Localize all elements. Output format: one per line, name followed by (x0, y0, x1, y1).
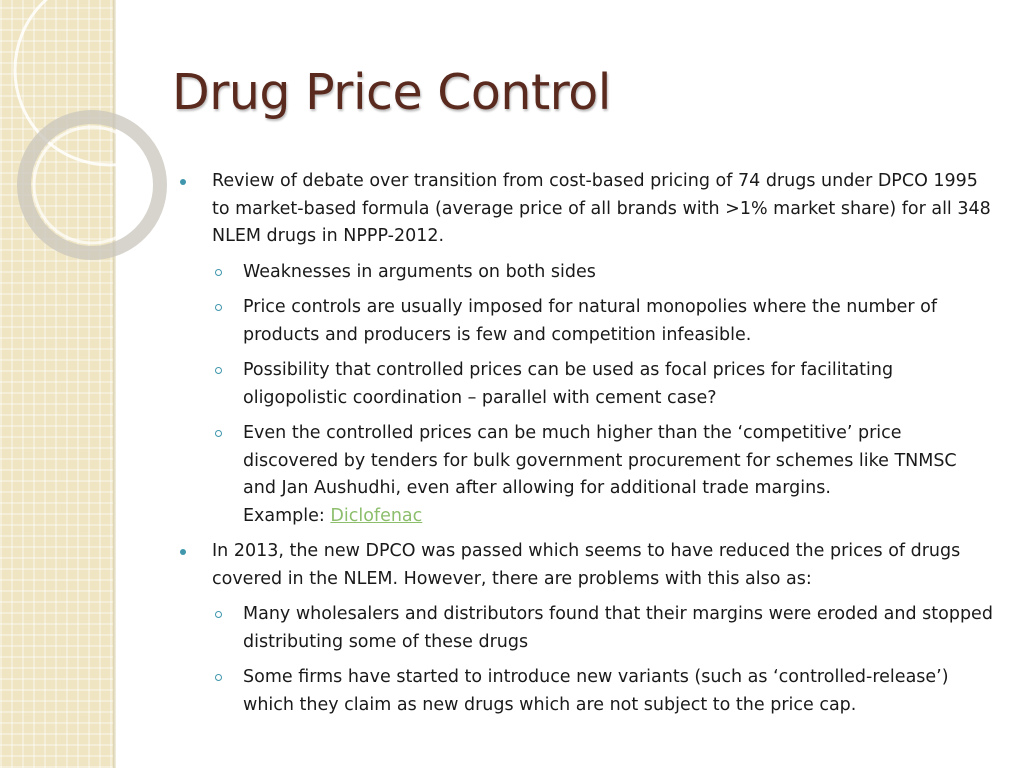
sub-bullet-item (180, 357, 995, 412)
sub-bullet-text: Many wholesalers and distributors found that their margins were eroded and stopped distributing some of these drugs (243, 604, 993, 652)
sub-bullet-text: Possibility that controlled prices can be used as focal prices for facilitating oligopolistic coordination – parallel with cement case? (243, 360, 894, 408)
sub-bullet-text: Weaknesses in arguments on both sides (243, 261, 596, 282)
sub-bullet-ring-icon (215, 674, 222, 681)
sub-bullet-ring-icon (215, 367, 222, 374)
sub-bullet-item (180, 420, 995, 530)
sub-bullet-text: Some firms have started to introduce new variants (such as ‘controlled-release’) which they claim as new drugs which are not subject to the price cap. (243, 667, 949, 715)
bullet-text: In 2013, the new DPCO was passed which seems to have reduced the prices of drugs covered in the NLEM. However, there are problems with this also as: (212, 541, 961, 589)
sub-bullet-ring-icon (215, 304, 222, 311)
decorative-circles (0, 0, 200, 280)
sub-bullet-text: Price controls are usually imposed for natural monopolies where the number of products and producers is few and competition infeasible. (243, 297, 938, 345)
diclofenac-link[interactable]: Diclofenac (330, 505, 423, 526)
sub-bullet-text: Even the controlled prices can be much higher than the ‘competitive’ price discovered by tenders for bulk government procurement for schemes like TNMSC and Jan Aushudhi, even after allowing for additional trade margins. (243, 423, 957, 498)
bullet-item (180, 538, 995, 593)
example-label: Example: (243, 505, 331, 526)
sub-bullet-ring-icon (215, 269, 222, 276)
decorative-circle-inner (34, 127, 150, 243)
sub-bullet-ring-icon (215, 611, 222, 618)
slide-body (180, 168, 995, 727)
sub-bullet-item (180, 601, 995, 656)
sub-bullet-item (180, 259, 995, 287)
slide-title: Drug Price Control (172, 64, 611, 121)
bullet-dot-icon (180, 179, 186, 185)
sub-bullet-ring-icon (215, 430, 222, 437)
bullet-text: Review of debate over transition from cost-based pricing of 74 drugs under DPCO 1995 to market-based formula (average price of all brands with >1% market share) for all 348 NLEM drugs in NPPP-2012. (212, 171, 991, 246)
sub-bullet-item (180, 294, 995, 349)
bullet-dot-icon (180, 549, 186, 555)
sub-bullet-item (180, 664, 995, 719)
bullet-item (180, 168, 995, 251)
decorative-circle-small (24, 117, 160, 253)
